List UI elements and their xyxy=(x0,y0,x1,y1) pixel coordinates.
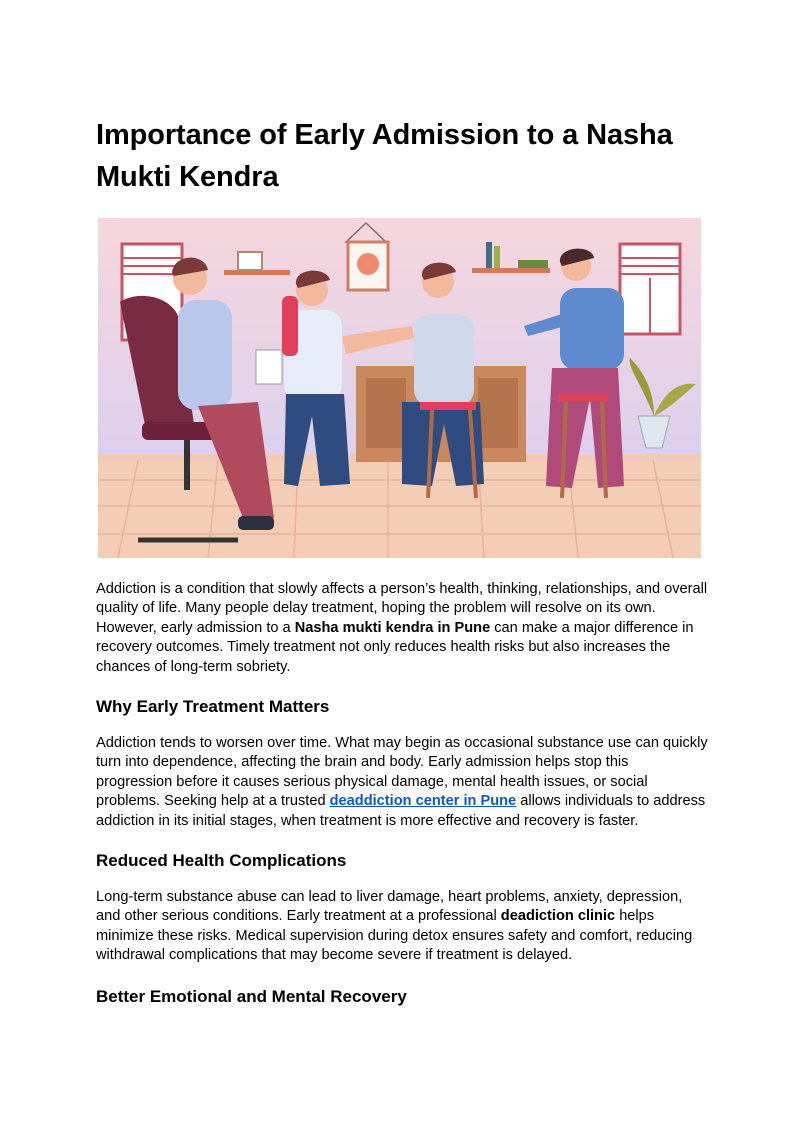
section2-text-2: helps minimize these risks. Medical supervision during detox ensures safety and comfort, reducing withdrawal complications that may become severe if treatment is delayed. xyxy=(96,908,693,964)
section-why-early-treatment xyxy=(96,696,708,718)
section-heading: Why Early Treatment Matters xyxy=(96,697,330,716)
therapy-session-illustration xyxy=(98,218,701,558)
section-heading: Reduced Health Complications xyxy=(96,851,347,870)
intro-text-2: can make a major difference in recovery outcomes. Timely treatment not only reduces health risks but also increases the chances of long-term sobriety. xyxy=(96,619,694,675)
section2-bold-term: deadiction clinic xyxy=(500,908,616,925)
section-better-emotional-recovery xyxy=(96,986,708,1008)
intro-bold-term: Nasha mukti kendra in Pune xyxy=(294,619,491,636)
section1-text-2: allows individuals to address addiction in its initial stages, when treatment is more effective and recovery is faster. xyxy=(96,793,706,829)
section1-text-1: Addiction tends to worsen over time. What may begin as occasional substance use can quickly turn into dependence, affecting the brain and body. Early admission helps stop this progression before it causes serious physical damage, mental health issues, or social problems. Seeking help at a trusted xyxy=(96,735,708,810)
section-reduced-health-complications-body xyxy=(96,888,708,966)
page-title: Importance of Early Admission to a Nasha Mukti Kendra xyxy=(96,119,673,193)
intro-text-1: Addiction is a condition that slowly affects a person’s health, thinking, relationships, and overall quality of life. Many people delay treatment, hoping the problem will resolve on its own. However, early admission to a xyxy=(96,581,708,636)
section-reduced-health-complications xyxy=(96,850,708,872)
intro-paragraph xyxy=(96,580,708,677)
section2-text-1: Long-term substance abuse can lead to liver damage, heart problems, anxiety, depression, and other serious conditions. Early treatment at a professional xyxy=(96,889,683,925)
deaddiction-center-link[interactable]: deaddiction center in Pune xyxy=(329,793,517,810)
section-heading: Better Emotional and Mental Recovery xyxy=(96,987,407,1006)
section-why-early-treatment-body xyxy=(96,734,708,831)
